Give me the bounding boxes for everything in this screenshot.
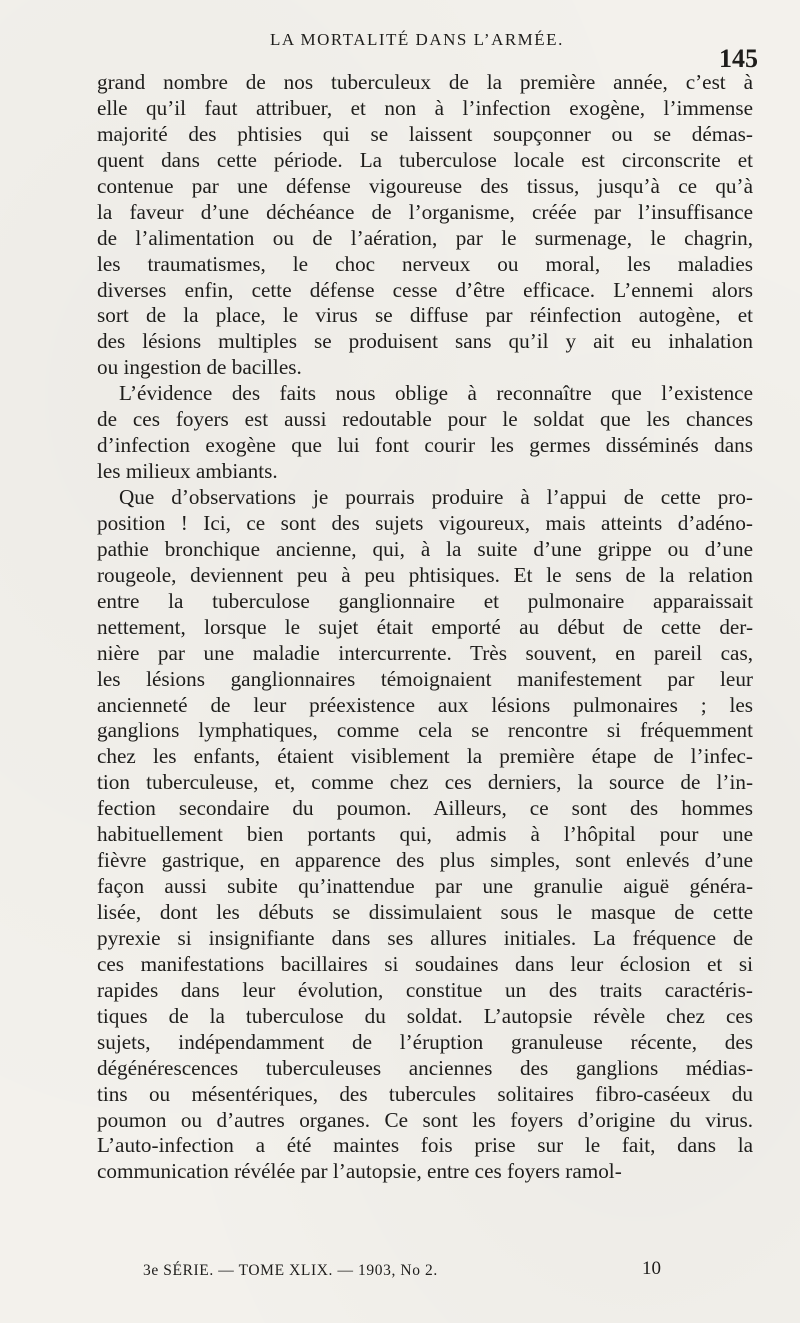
text-line: d’infection exogène que lui font courir les germes disséminés dans <box>97 433 753 458</box>
text-line: rougeole, deviennent peu à peu phtisiques. Et le sens de la relation <box>97 562 753 587</box>
text-line: fièvre gastrique, en apparence des plus simples, sont enlevés d’une <box>97 848 753 873</box>
text-line: rapides dans leur évolution, constitue un des traits caractéris- <box>97 977 753 1002</box>
text-line: lisée, dont les débuts se dissimulaient sous le masque de cette <box>97 900 753 924</box>
signature-mark: 10 <box>642 1258 661 1279</box>
text-line: elle qu’il faut attribuer, et non à l’infection exogène, l’immense <box>97 95 753 120</box>
text-line: L’évidence des faits nous oblige à reconnaître que l’existence <box>119 381 753 406</box>
text-line: habituellement bien portants qui, admis à l’hôpital pour une <box>97 822 753 847</box>
text-line: les traumatismes, le choc nerveux ou moral, les maladies <box>97 251 753 276</box>
text-line: ganglions lymphatiques, comme cela se rencontre si fréquemment <box>97 718 753 743</box>
text-line: nettement, lorsque le sujet était emporté au début de cette der- <box>97 614 753 639</box>
running-title: LA MORTALITÉ DANS L’ARMÉE. <box>270 30 564 49</box>
text-line: façon aussi subite qu’inattendue par une granulie aiguë généra- <box>97 874 753 899</box>
text-line: pathie bronchique ancienne, qui, à la suite d’une grippe ou d’une <box>97 536 753 561</box>
text-line: communication révélée par l’autopsie, entre ces foyers ramol- <box>97 1159 622 1184</box>
series-info: 3e SÉRIE. — TOME XLIX. — 1903, No 2. <box>143 1262 438 1279</box>
text-line: poumon ou d’autres organes. Ce sont les foyers d’origine du virus. <box>97 1107 753 1132</box>
text-line: diverses enfin, cette défense cesse d’être efficace. L’ennemi alors <box>97 277 753 302</box>
text-line: fection secondaire du poumon. Ailleurs, ce sont des hommes <box>97 796 753 821</box>
text-line: position ! Ici, ce sont des sujets vigoureux, mais atteints d’adéno- <box>97 510 753 535</box>
text-line: la faveur d’une déchéance de l’organisme, créée par l’insuffisance <box>97 199 753 224</box>
text-line: Que d’observations je pourrais produire à l’appui de cette pro- <box>119 485 753 509</box>
text-line: ou ingestion de bacilles. <box>97 355 302 380</box>
text-line: nière par une maladie intercurrente. Très souvent, en pareil cas, <box>97 640 753 665</box>
text-line: chez les enfants, étaient visiblement la première étape de l’infec- <box>97 744 753 769</box>
text-line: des lésions multiples se produisent sans qu’il y ait eu inhalation <box>97 329 753 354</box>
text-line: entre la tuberculose ganglionnaire et pulmonaire apparaissait <box>97 588 753 613</box>
text-line: les lésions ganglionnaires témoignaient manifestement par leur <box>97 666 753 691</box>
text-line: contenue par une défense vigoureuse des tissus, jusqu’à ce qu’à <box>97 173 753 198</box>
text-line: ces manifestations bacillaires si soudaines dans leur éclosion et si <box>97 951 753 976</box>
text-line: pyrexie si insignifiante dans ses allures initiales. La fréquence de <box>97 925 753 950</box>
text-line: de l’alimentation ou de l’aération, par le surmenage, le chagrin, <box>97 225 753 250</box>
text-line: majorité des phtisies qui se laissent soupçonner ou se démas- <box>97 121 753 146</box>
text-line: tion tuberculeuse, et, comme chez ces derniers, la source de l’in- <box>97 770 753 795</box>
text-line: L’auto-infection a été maintes fois prise sur le fait, dans la <box>97 1133 753 1158</box>
body-text <box>97 70 753 1185</box>
text-line: dégénérescences tuberculeuses anciennes des ganglions médias- <box>97 1055 753 1080</box>
text-line: sujets, indépendamment de l’éruption granuleuse récente, des <box>97 1029 753 1054</box>
text-line: grand nombre de nos tuberculeux de la première année, c’est à <box>97 70 753 94</box>
page-number: 145 <box>719 44 758 73</box>
text-line: de ces foyers est aussi redoutable pour le soldat que les chances <box>97 407 753 432</box>
text-line: tins ou mésentériques, des tubercules solitaires fibro-caséeux du <box>97 1081 753 1106</box>
text-line: sort de la place, le virus se diffuse par réinfection autogène, et <box>97 303 753 328</box>
text-line: les milieux ambiants. <box>97 459 278 484</box>
text-line: tiques de la tuberculose du soldat. L’autopsie révèle chez ces <box>97 1003 753 1028</box>
text-line: quent dans cette période. La tuberculose locale est circonscrite et <box>97 147 753 172</box>
text-line: ancienneté de leur préexistence aux lésions pulmonaires ; les <box>97 692 753 717</box>
